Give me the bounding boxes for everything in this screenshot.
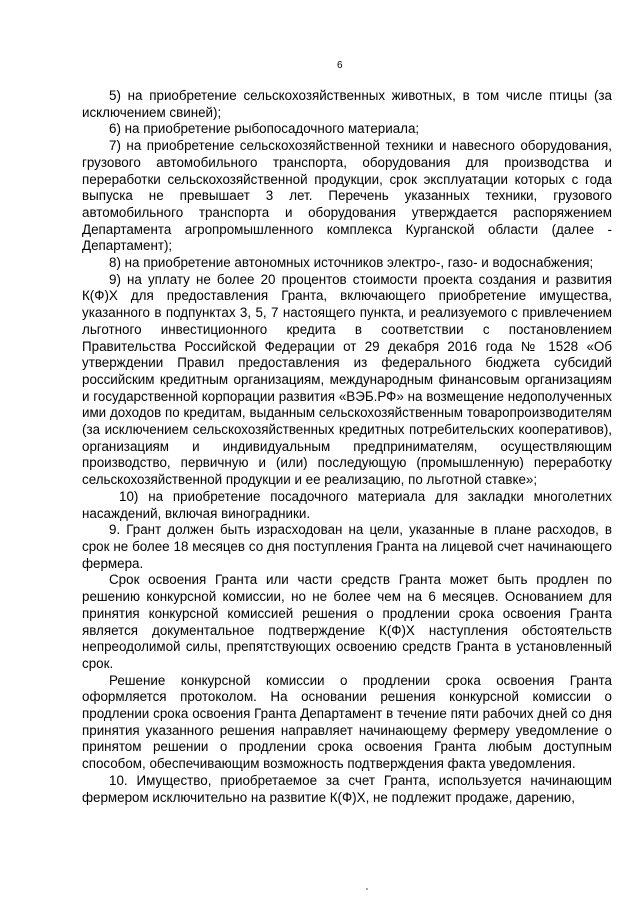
paragraph-extension-term: Срок освоения Гранта или части средств Гранта может быть продлен по решению конкурсной комиссии, но не более чем на 6 месяцев. Основанием для принятия конкурсной комиссией решения о продлении срока освоения Гранта является документальное подтверждение К(Ф)Х наступления обстоятельств непреодолимой силы, препятствующих освоению средств Гранта в установленный срок. [82, 572, 612, 671]
paragraph-item-6: 6) на приобретение рыбопосадочного материала; [109, 121, 420, 137]
paragraph-item-5: 5) на приобретение сельскохозяйственных животных, в том числе птицы (за исключением свиней); [82, 88, 612, 120]
paragraph-clause-10: 10. Имущество, приобретаемое за счет Гранта, используется начинающим фермером исключительно на развитие К(Ф)Х, не подлежит продаже, дарению, [82, 772, 612, 805]
paragraph-item-7: 7) на приобретение сельскохозяйственной техники и навесного оборудования, грузового автомобильного транспорта, оборудования для производства и переработки сельскохозяйственной продукции, срок эксплуатации которых с года выпуска не превышает 3 лет. Перечень указанных техники, грузового автомобильного транспорта и оборудования утверждается распоряжением Департамента агропромышленного комплекса Курганской области (далее - Департамент); [82, 138, 612, 254]
paragraph-commission-decision: Решение конкурсной комиссии о продлении срока освоения Гранта оформляется протоколом. На основании решения конкурсной комиссии о продлении срока освоения Гранта Департамент в течение пяти рабочих дней со дня принятия указанного решения направляет начинающему фермеру уведомление о принятом решении о продлении срока освоения Гранта любым доступным способом, обеспечивающим возможность подтверждения факта уведомления. [82, 672, 612, 772]
paragraph-item-10: 10) на приобретение посадочного материала для закладки многолетних насаждений, включая виноградники. [82, 488, 612, 521]
document-body [82, 88, 612, 806]
document-page [82, 0, 612, 905]
paragraph-clause-9: 9. Грант должен быть израсходован на цели, указанные в плане расходов, в срок не более 18 месяцев со дня поступления Гранта на лицевой счет начинающего фермера. [82, 522, 612, 571]
page-number: 6 [337, 60, 343, 71]
scan-dot [366, 888, 368, 890]
paragraph-item-8: 8) на приобретение автономных источников электро-, газо- и водоснабжения; [109, 255, 594, 271]
paragraph-item-9: 9) на уплату не более 20 процентов стоимости проекта создания и развития К(Ф)Х для предоставления Гранта, включающего приобретение имущества, указанного в подпунктах 3, 5, 7 настоящего пункта, и реализуемого с привлечением льготного инвестиционного кредита в соответствии с постановлением Правительства Российской Федерации от 29 декабря 2016 года № 1528 «Об утверждении Правил предоставления из федерального бюджета субсидий российским кредитным организациям, международным финансовым организациям и государственной корпорации развития «ВЭБ.РФ» на возмещение недополученных ими доходов по кредитам, выданным сельскохозяйственным товаропроизводителям (за исключением сельскохозяйственных кредитных потребительских кооперативов), организациям и индивидуальным предпринимателям, осуществляющим производство, первичную и (или) последующую (промышленную) переработку сельскохозяйственной продукции и ее реализацию, по льготной ставке»; [82, 271, 612, 488]
